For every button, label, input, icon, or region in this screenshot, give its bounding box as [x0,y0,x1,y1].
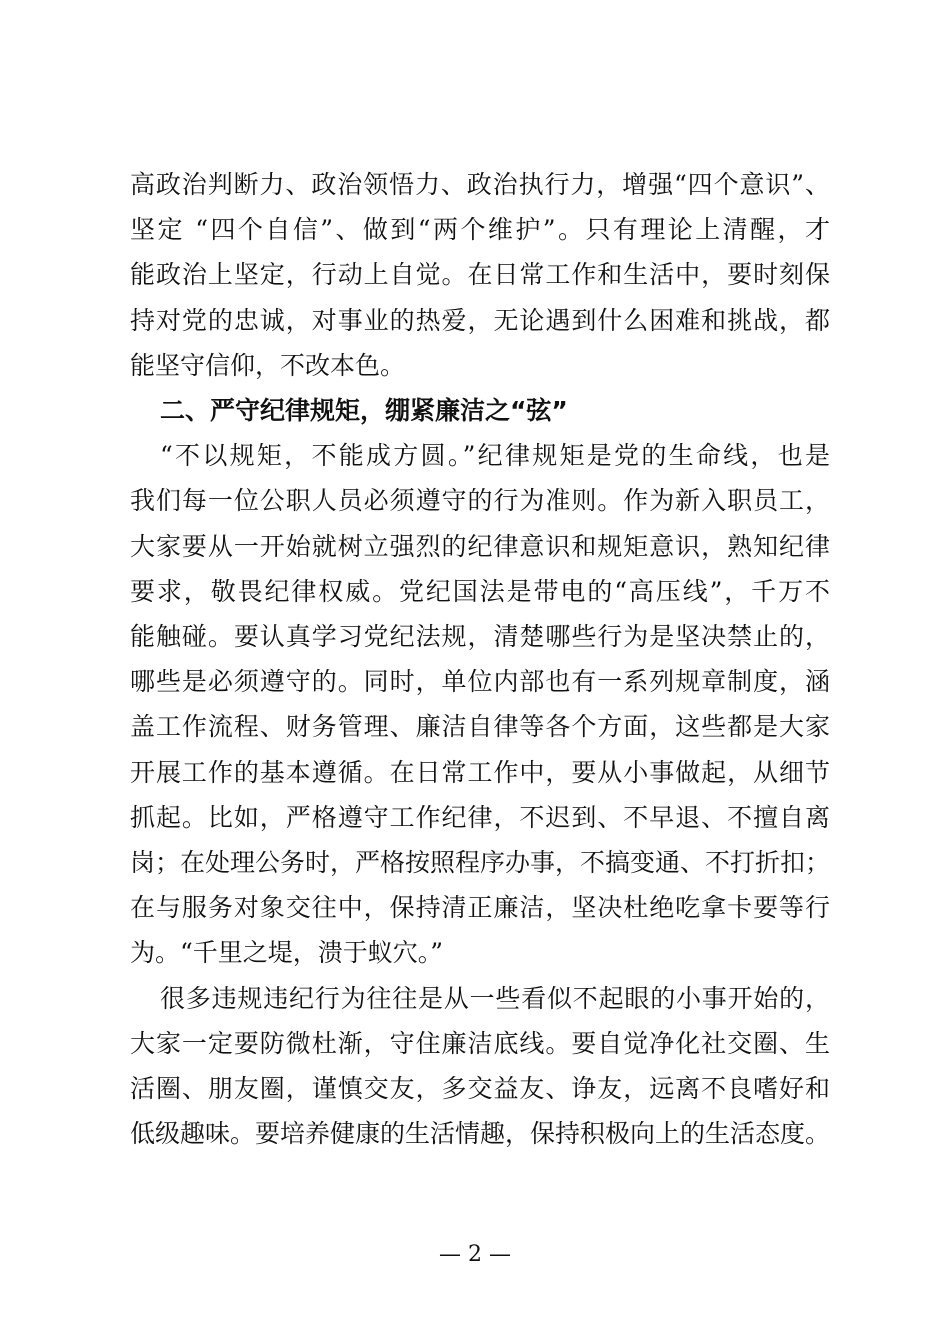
paragraph-line: 开展工作的基本遵循。在日常工作中，要从小事做起，从细节 [130,757,830,787]
paragraph-line: 高政治判断力、政治领悟力、政治执行力，增强“四个意识”、 [130,170,830,199]
paragraph-line: 抓起。比如，严格遵守工作纪律，不迟到、不早退、不擅自离 [130,802,830,832]
paragraph-line: 活圈、朋友圈，谨慎交友，多交益友、诤友，远离不良嗜好和 [130,1074,830,1103]
paragraph-line: 岗；在处理公务时，严格按照程序办事，不搞变通、不打折扣； [130,848,831,877]
paragraph-line: 要求，敬畏纪律权威。党纪国法是带电的“高压线”，千万不 [130,576,830,606]
paragraph-line: 能政治上坚定，行动上自觉。在日常工作和生活中，要时刻保 [130,260,830,290]
paragraph-line: 在与服务对象交往中，保持清正廉洁，坚决杜绝吃拿卡要等行 [130,893,830,923]
page-number: — 2 — [439,1242,511,1267]
paragraph-line: 坚定 “四个自信”、做到“两个维护”。只有理论上清醒，才 [130,215,830,245]
paragraph-line: 哪些是必须遵守的。同时，单位内部也有一系列规章制度，涵 [130,667,830,697]
paragraph-line: 低级趣味。要培养健康的生活情趣，保持积极向上的生活态度。 [130,1119,831,1149]
paragraph-line: 大家要从一开始就树立强烈的纪律意识和规矩意识，熟知纪律 [130,531,830,561]
paragraph-line: 盖工作流程、财务管理、廉洁自律等各个方面，这些都是大家 [130,712,830,742]
paragraph-line: 大家一定要防微杜渐，守住廉洁底线。要自觉净化社交圈、生 [130,1028,830,1058]
paragraph-line: 为。“千里之堤，溃于蚁穴。” [130,938,444,968]
paragraph-line: 能触碰。要认真学习党纪法规，清楚哪些行为是坚决禁止的， [130,622,830,651]
paragraph-line: 能坚守信仰，不改本色。 [130,350,406,380]
section-heading: 二、严守纪律规矩，绷紧廉洁之“弦” [160,396,568,425]
paragraph-line: 很多违规违纪行为往往是从一些看似不起眼的小事开始的， [160,983,830,1013]
paragraph-line: “不以规矩，不能成方圆。”纪律规矩是党的生命线，也是 [160,441,830,471]
paragraph-line: 持对党的忠诚，对事业的热爱，无论遇到什么困难和挑战，都 [130,305,830,335]
paragraph-line: 我们每一位公职人员必须遵守的行为准则。作为新入职员工， [130,486,830,516]
